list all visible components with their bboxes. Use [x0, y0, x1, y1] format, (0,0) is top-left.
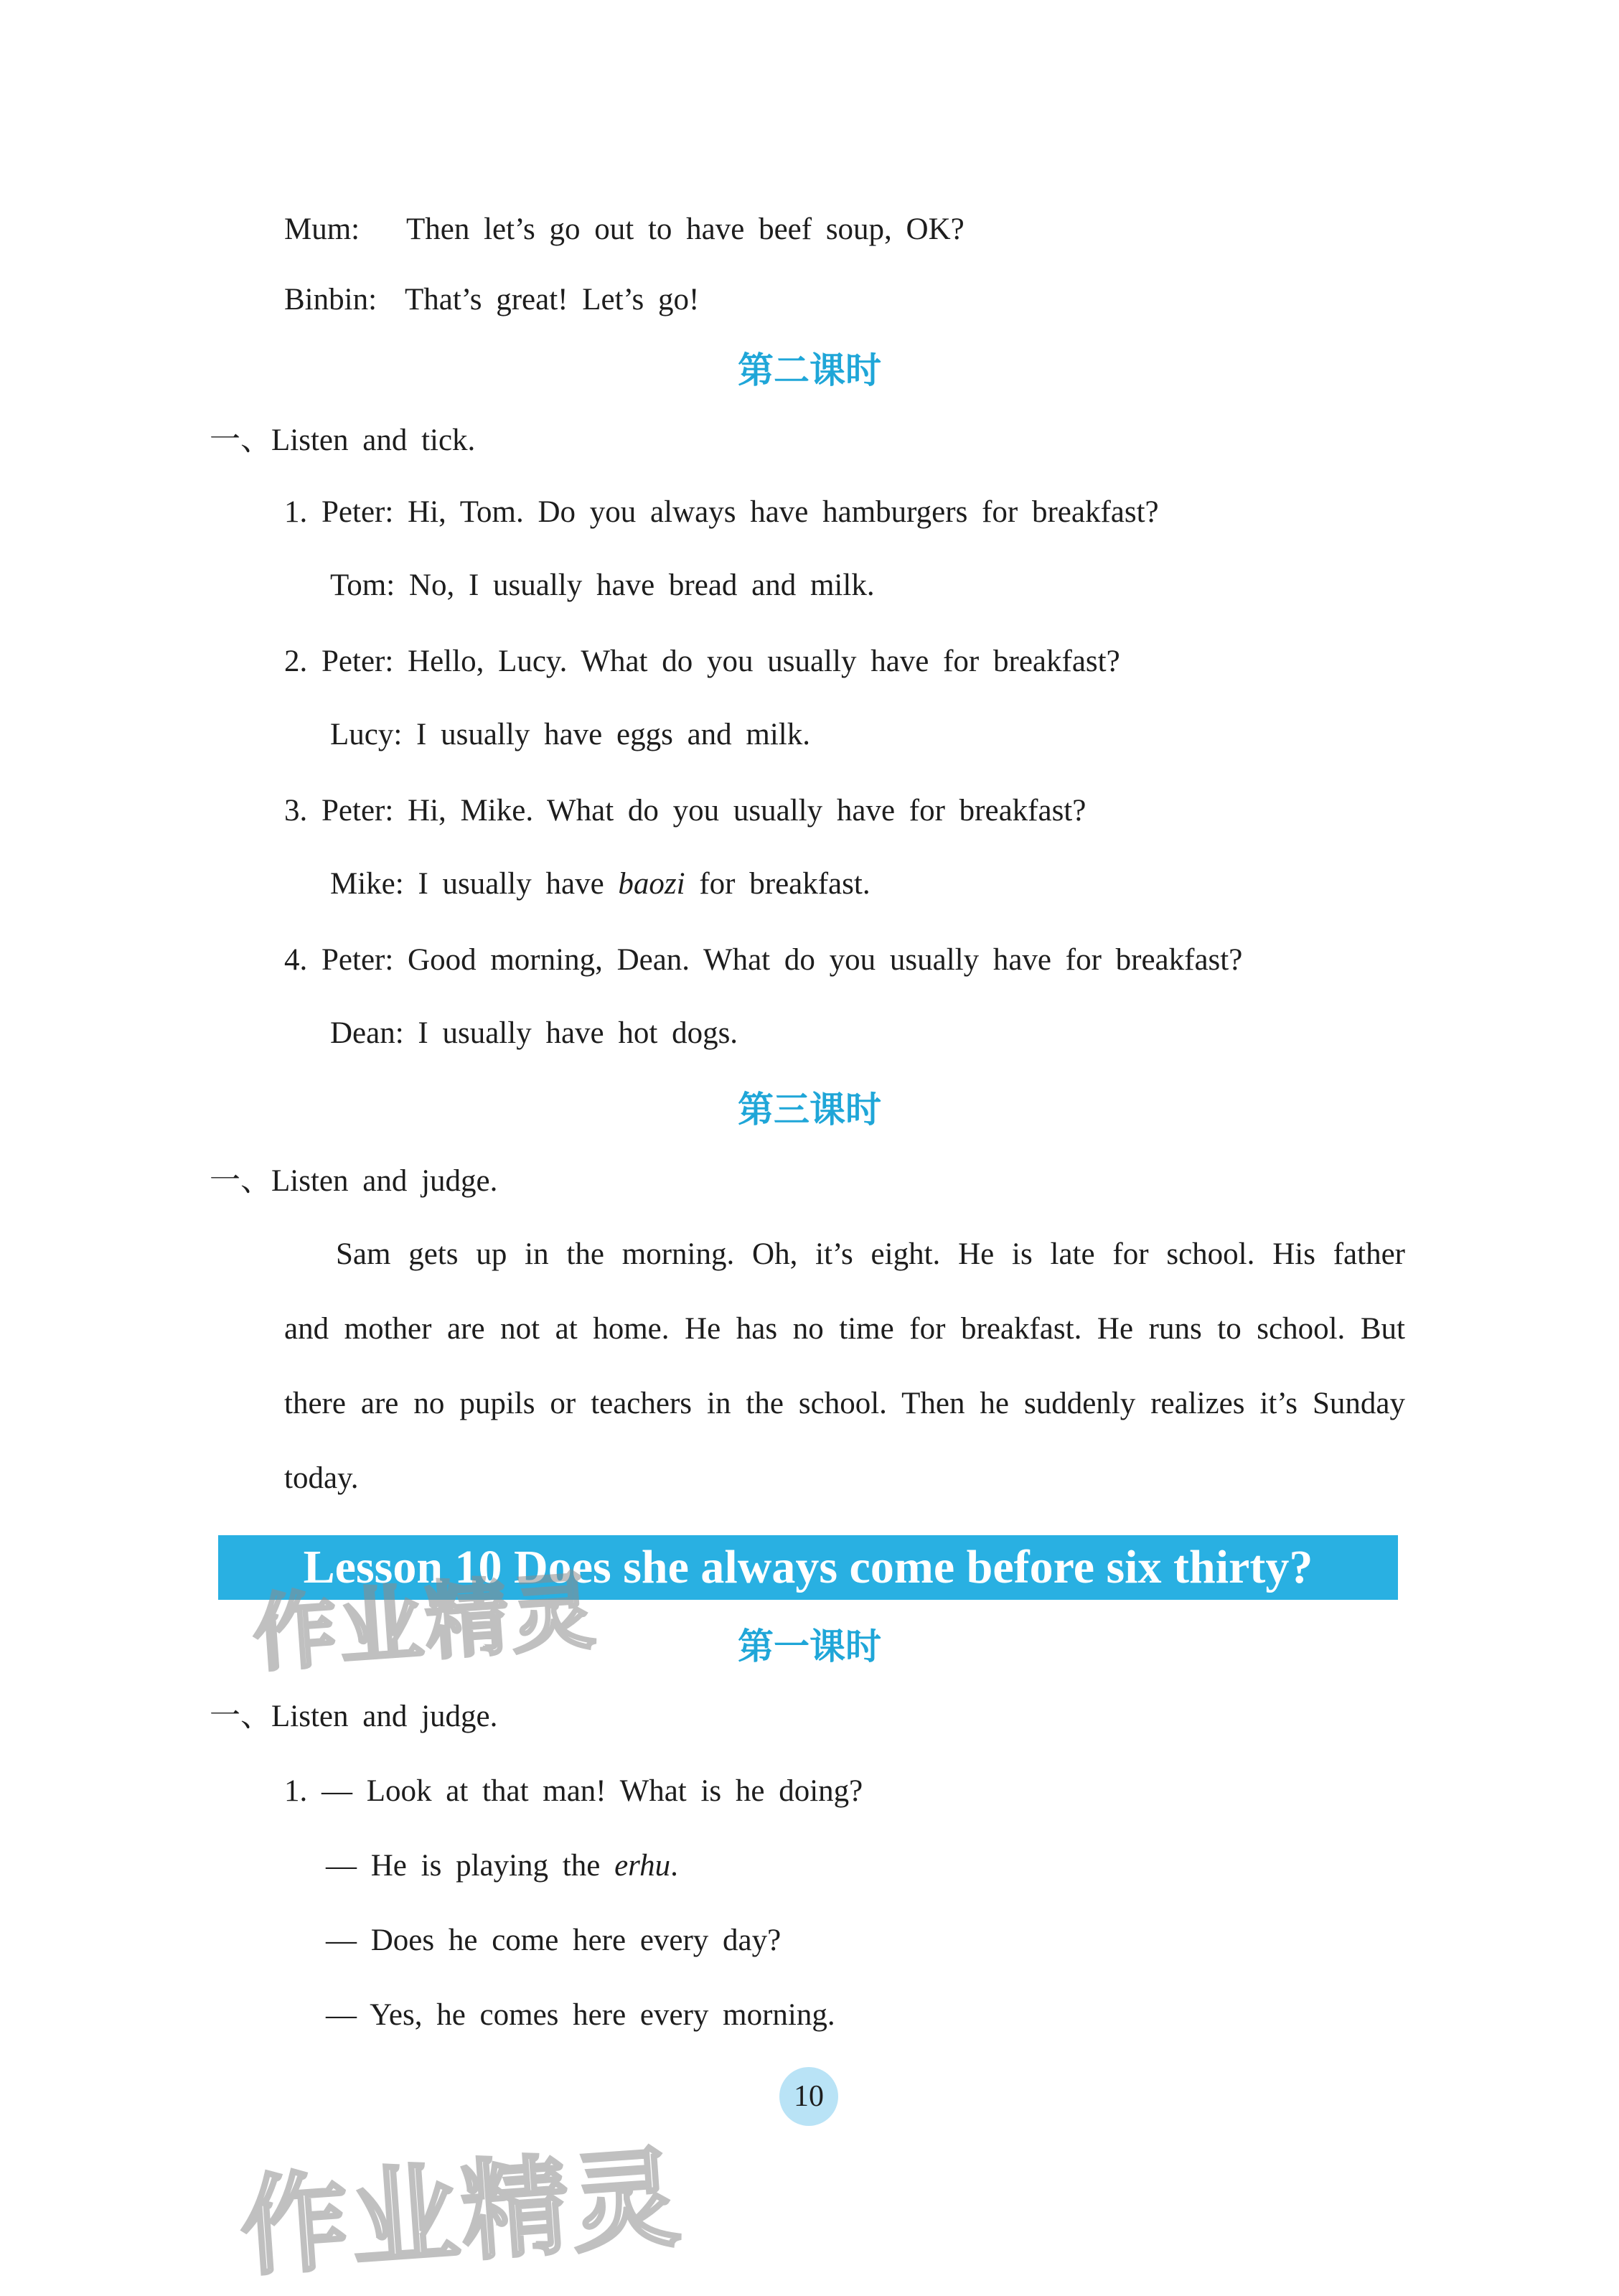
page-number: 10: [779, 2067, 838, 2126]
story-paragraph: [284, 1217, 1405, 1516]
question-line: 1. Peter: Hi, Tom. Do you always have hamburgers for breakfast?: [284, 495, 1159, 529]
dialogue-line-mum: [284, 210, 965, 250]
lesson-banner: Lesson 10 Does she always come before six thirty?: [218, 1535, 1398, 1600]
dialogue-text: — He is playing the: [326, 1849, 615, 1883]
answer-text: Mike: I usually have: [330, 867, 619, 901]
answer-line: Lucy: I usually have eggs and milk.: [330, 718, 810, 751]
speaker-label: Binbin:: [284, 283, 377, 317]
watermark-logo: 作业精灵: [250, 1562, 601, 1684]
italic-word: erhu: [614, 1849, 671, 1883]
answer-line: Tom: No, I usually have bread and milk.: [330, 568, 875, 602]
section-title-lesson2: 第二课时: [738, 350, 881, 391]
dialogue-line-binbin: [284, 280, 699, 320]
dialogue-line: [326, 1846, 678, 1886]
paragraph-line: suddenly realizes it’s Sunday today.: [284, 1387, 1405, 1495]
speaker-label: Mum:: [284, 212, 360, 246]
answer-line: [330, 864, 870, 904]
section-title-lesson3: 第三课时: [738, 1089, 881, 1130]
dialogue-text: Then let’s go out to have beef soup, OK?: [406, 212, 965, 246]
dialogue-line: — Yes, he comes here every morning.: [326, 1998, 835, 2032]
dialogue-text: That’s great! Let’s go!: [405, 283, 700, 317]
dialogue-text: .: [670, 1849, 678, 1883]
task-heading: 一、Listen and judge.: [210, 1700, 498, 1733]
watermark-logo: 作业精灵: [236, 2135, 687, 2292]
dialogue-line: — Does he come here every day?: [326, 1924, 782, 1957]
paragraph-line: His father and mother are not at home. He has no time for breakfast. He: [284, 1237, 1405, 1346]
task-heading: 一、Listen and judge.: [210, 1164, 498, 1198]
question-line: 2. Peter: Hello, Lucy. What do you usually have for breakfast?: [284, 645, 1120, 678]
section-title-lesson10: 第一课时: [738, 1626, 881, 1667]
paragraph-line: runs to school. But there are no pupils or teachers in the school. Then he: [284, 1312, 1405, 1420]
task-heading: 一、Listen and tick.: [210, 423, 476, 457]
italic-word: baozi: [618, 867, 685, 901]
question-line: 4. Peter: Good morning, Dean. What do you usually have for breakfast?: [284, 943, 1243, 977]
dialogue-line: 1. — Look at that man! What is he doing?: [284, 1774, 863, 1808]
answer-line: Dean: I usually have hot dogs.: [330, 1016, 738, 1050]
paragraph-line: Sam gets up in the morning. Oh, it’s eight. He is late for school.: [336, 1237, 1273, 1271]
question-line: 3. Peter: Hi, Mike. What do you usually have for breakfast?: [284, 794, 1087, 828]
answer-text: for breakfast.: [685, 867, 870, 901]
